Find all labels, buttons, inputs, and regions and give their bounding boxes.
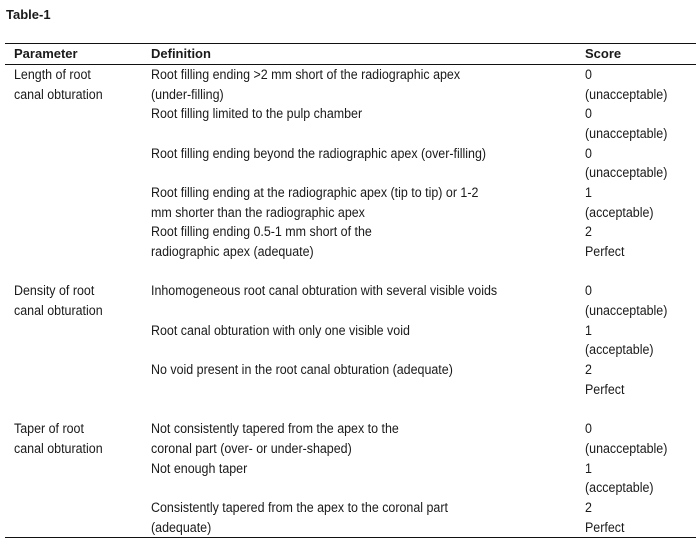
score-cell-line: 0	[585, 106, 592, 121]
score-cell	[585, 222, 624, 261]
score-cell-line: (unacceptable)	[585, 86, 668, 102]
definition-cell-line: (adequate)	[151, 519, 212, 535]
score-cell	[585, 144, 667, 183]
score-cell	[585, 104, 667, 143]
definition-cell-line: Not consistently tapered from the apex to the	[151, 421, 399, 436]
score-cell-line: Perfect	[585, 519, 625, 535]
score-cell	[585, 321, 654, 360]
definition-cell	[151, 281, 497, 301]
parameter-cell	[14, 419, 103, 458]
definition-cell	[151, 144, 486, 164]
score-cell-line: (acceptable)	[585, 342, 654, 358]
definition-cell-line: Root canal obturation with only one visible void	[151, 322, 410, 338]
definition-cell-line: radiographic apex (adequate)	[151, 243, 314, 259]
score-cell-line: 0	[585, 283, 592, 298]
definition-cell-line: Root filling ending beyond the radiographic apex (over-filling)	[151, 145, 487, 161]
definition-cell	[151, 104, 362, 124]
definition-cell	[151, 360, 453, 380]
score-cell-line: 2	[585, 224, 592, 239]
score-cell	[585, 65, 667, 104]
definition-cell	[151, 222, 372, 261]
table-title: Table-1	[6, 7, 51, 22]
definition-cell-line: Root filling ending >2 mm short of the radiographic apex	[151, 67, 461, 82]
definition-cell	[151, 498, 448, 537]
header-parameter: Parameter	[14, 46, 78, 61]
parameter-cell	[14, 65, 103, 104]
score-cell-line: Perfect	[585, 381, 625, 397]
score-cell-line: 0	[585, 67, 592, 82]
definition-cell	[151, 419, 399, 458]
score-cell-line: 0	[585, 145, 592, 161]
score-cell-line: 1	[585, 460, 592, 476]
definition-cell-line: mm shorter than the radiographic apex	[151, 204, 365, 220]
table-top-rule	[5, 43, 696, 44]
score-cell-line: (acceptable)	[585, 480, 654, 496]
definition-cell-line: No void present in the root canal obturation (adequate)	[151, 362, 453, 377]
score-cell-line: 0	[585, 421, 592, 436]
definition-cell-line: Not enough taper	[151, 460, 248, 476]
score-cell	[585, 498, 624, 537]
header-score: Score	[585, 46, 622, 61]
parameter-cell-line: canal obturation	[14, 86, 103, 102]
score-cell-line: (acceptable)	[585, 204, 654, 220]
definition-cell-line: Root filling limited to the pulp chamber	[151, 106, 363, 121]
definition-cell-line: (under-filling)	[151, 86, 224, 102]
parameter-cell-line: canal obturation	[14, 302, 103, 318]
parameter-cell-line: Taper of root	[14, 421, 84, 436]
definition-cell-line: Consistently tapered from the apex to the coronal part	[151, 500, 448, 515]
score-cell-line: (unacceptable)	[585, 165, 668, 181]
definition-cell-line: Root filling ending at the radiographic apex (tip to tip) or 1-2	[151, 185, 479, 200]
score-cell-line: (unacceptable)	[585, 440, 668, 456]
score-cell-line: 1	[585, 185, 592, 200]
parameter-cell-line: canal obturation	[14, 440, 103, 456]
score-cell	[585, 360, 624, 399]
score-cell-line: 2	[585, 362, 592, 377]
score-cell-line: (unacceptable)	[585, 125, 668, 141]
definition-cell-line: Inhomogeneous root canal obturation with several visible voids	[151, 283, 498, 298]
score-cell	[585, 459, 654, 498]
definition-cell-line: Root filling ending 0.5-1 mm short of the	[151, 224, 372, 239]
score-cell-line: 2	[585, 500, 592, 515]
definition-cell	[151, 321, 410, 341]
parameter-cell-line: Density of root	[14, 283, 95, 298]
definition-cell	[151, 459, 247, 479]
score-cell-line: 1	[585, 322, 592, 338]
table-bottom-rule	[5, 537, 696, 538]
parameter-cell-line: Length of root	[14, 67, 91, 82]
definition-cell	[151, 183, 478, 222]
parameter-cell	[14, 281, 103, 320]
score-cell-line: (unacceptable)	[585, 302, 668, 318]
definition-cell	[151, 65, 460, 104]
header-definition: Definition	[151, 46, 211, 61]
score-cell-line: Perfect	[585, 243, 625, 259]
score-cell	[585, 183, 654, 222]
score-cell	[585, 419, 667, 458]
score-cell	[585, 281, 667, 320]
definition-cell-line: coronal part (over- or under-shaped)	[151, 440, 352, 456]
